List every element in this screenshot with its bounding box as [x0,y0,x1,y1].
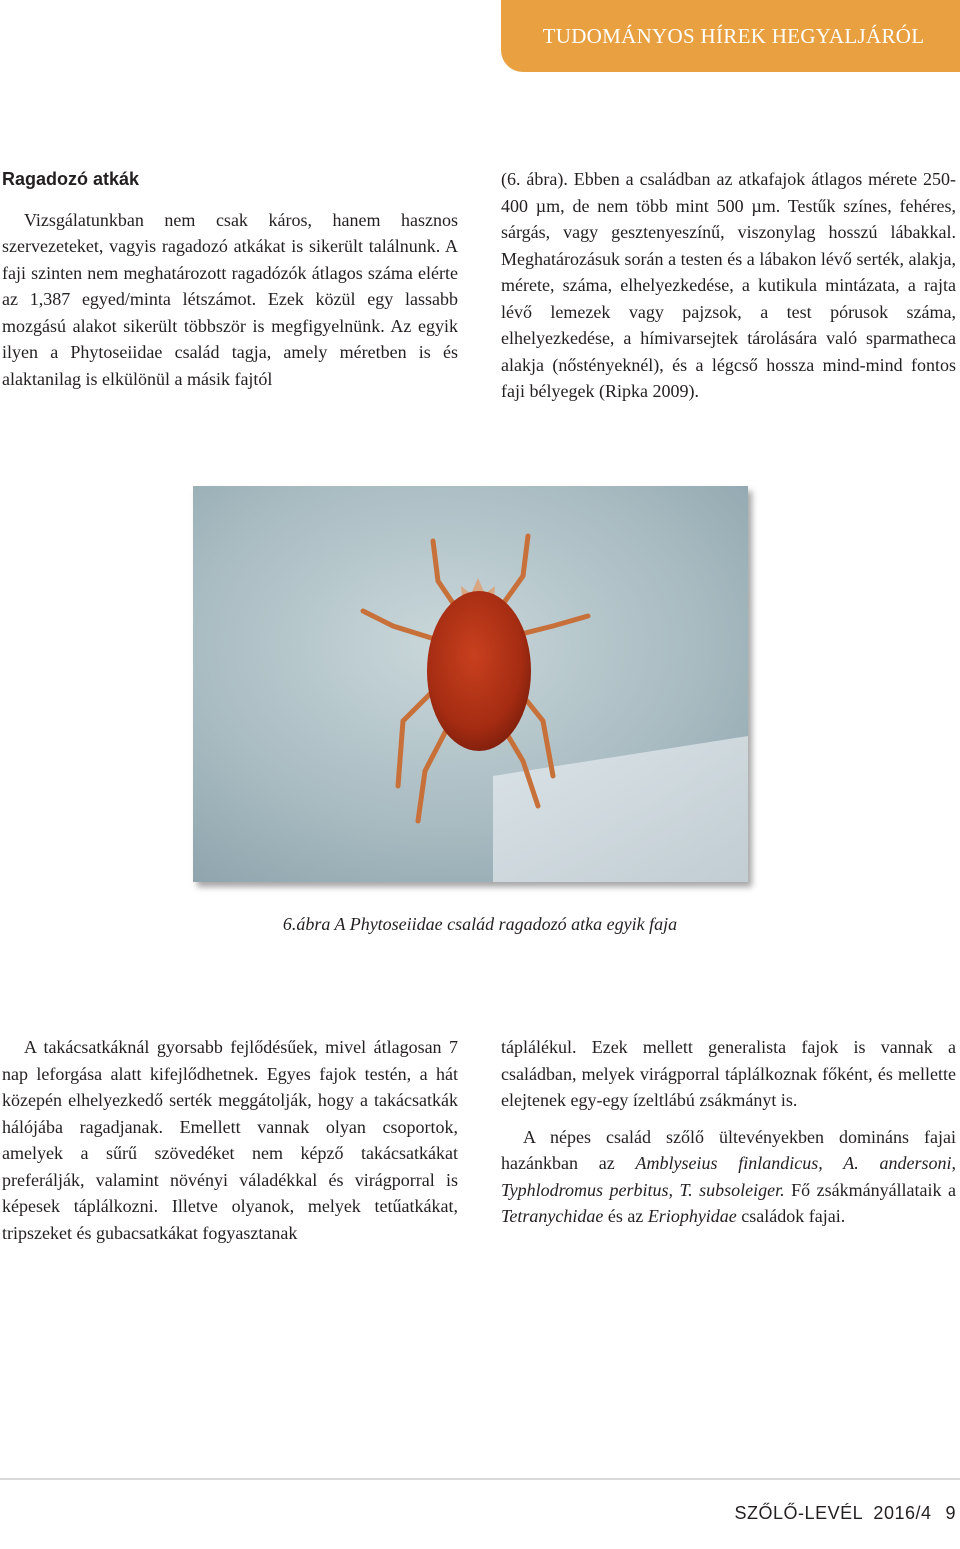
figure-caption: 6.ábra A Phytoseiidae család ragadozó atka egyik faja [282,914,678,934]
figure-photo-mite [193,486,748,882]
paragraph: (6. ábra). Ebben a családban az atkafajok átlagos mérete 250-400 µm, de nem több mint 500 µm. Testűk színes, fehéres, sárgás, vagy gesztenyeszínű, viszonylag hosszú lábakkal. Meghatározásuk során a testen és a lábakon lévő serték, alakja, mérete, száma, elhelyezkedése, a kutikula mintázata, a rajta lévő lemezek vagy pajzsok, a test pórusok száma, elhelyezkedése, a hímivarsejtek tárolására való sparmatheca alakja (nőstényeknél), és a légcső hossza mind-mind fontos faji bélyegek (Ripka 2009). [501,169,956,401]
header-title: TUDOMÁNYOS HÍREK HEGYALJÁRÓL [542,23,925,48]
paragraph: Vizsgálatunkban nem csak káros, hanem hasznos szervezeteket, vagyis ragadozó atkákat is sikerült találnunk. A faji szinten nem meghatározott ragadózók átlagos száma elérte az 1,387 egyed/minta létszámot. Ezek közül egy lassabb mozgású alakot sikerült többször is megfigyelnünk. Az egyik ilyen a Phytoseiidae család tagja, amely méretben is és alaktanilag is elkülönül a másik fajtól [2,209,458,389]
paragraph: A takácsatkáknál gyorsabb fejlődésűek, mivel átlagosan 7 nap leforgása alatt kifejlődhetnek. Egyes fajok testén, a hát közepén elhelyezkedő serték meggátolják, hogy a takácsatkák hálójába ragadjanak. Emellett vannak olyan csoportok, amelyek a sűrű szövedéket nem képző takácsatkákat preferálják, valamint növényi váladékkal és virágporral is képesek táplálkozni. Illetve olyanok, melyek tetűatkákat, tripszeket és gubacsatkákat fogyasztanak [2,1037,458,1243]
column-left-bottom [2,1034,458,1246]
paragraph-species [501,1124,956,1230]
text-run: A népes család szőlő ültevényekben domináns fajai hazánkban az [501,1126,956,1173]
footer [735,1503,956,1524]
species-names: Amblyseius finlandicus, A. andersoni, Typhlodromus perbitus, T. subsoleiger. [501,1153,956,1200]
header-banner [501,0,960,72]
journal-issue: SZŐLŐ-LEVÉL 2016/4 [734,1503,932,1523]
paragraph: táplálékul. Ezek mellett generalista fajok is vannak a családban, melyek virágporral táplálkoznak főként, és mellette elejtenek egy-egy ízeltlábú zsákmányt is. [501,1037,956,1110]
page-number: 9 [945,1503,956,1523]
text-run: Fő zsákmányállataik a [784,1179,956,1200]
family-name: Eriophyidae [647,1206,737,1226]
footer-divider [0,1478,960,1480]
text-run: családok fajai. [736,1206,846,1226]
column-left-top [2,166,458,392]
family-name: Tetranychidae [501,1206,604,1226]
text-run: és az [603,1206,648,1226]
section-heading: Ragadozó atkák [2,169,140,189]
column-right-top [501,166,956,405]
column-right-bottom [501,1034,956,1230]
mite-photo-illustration [193,486,748,882]
